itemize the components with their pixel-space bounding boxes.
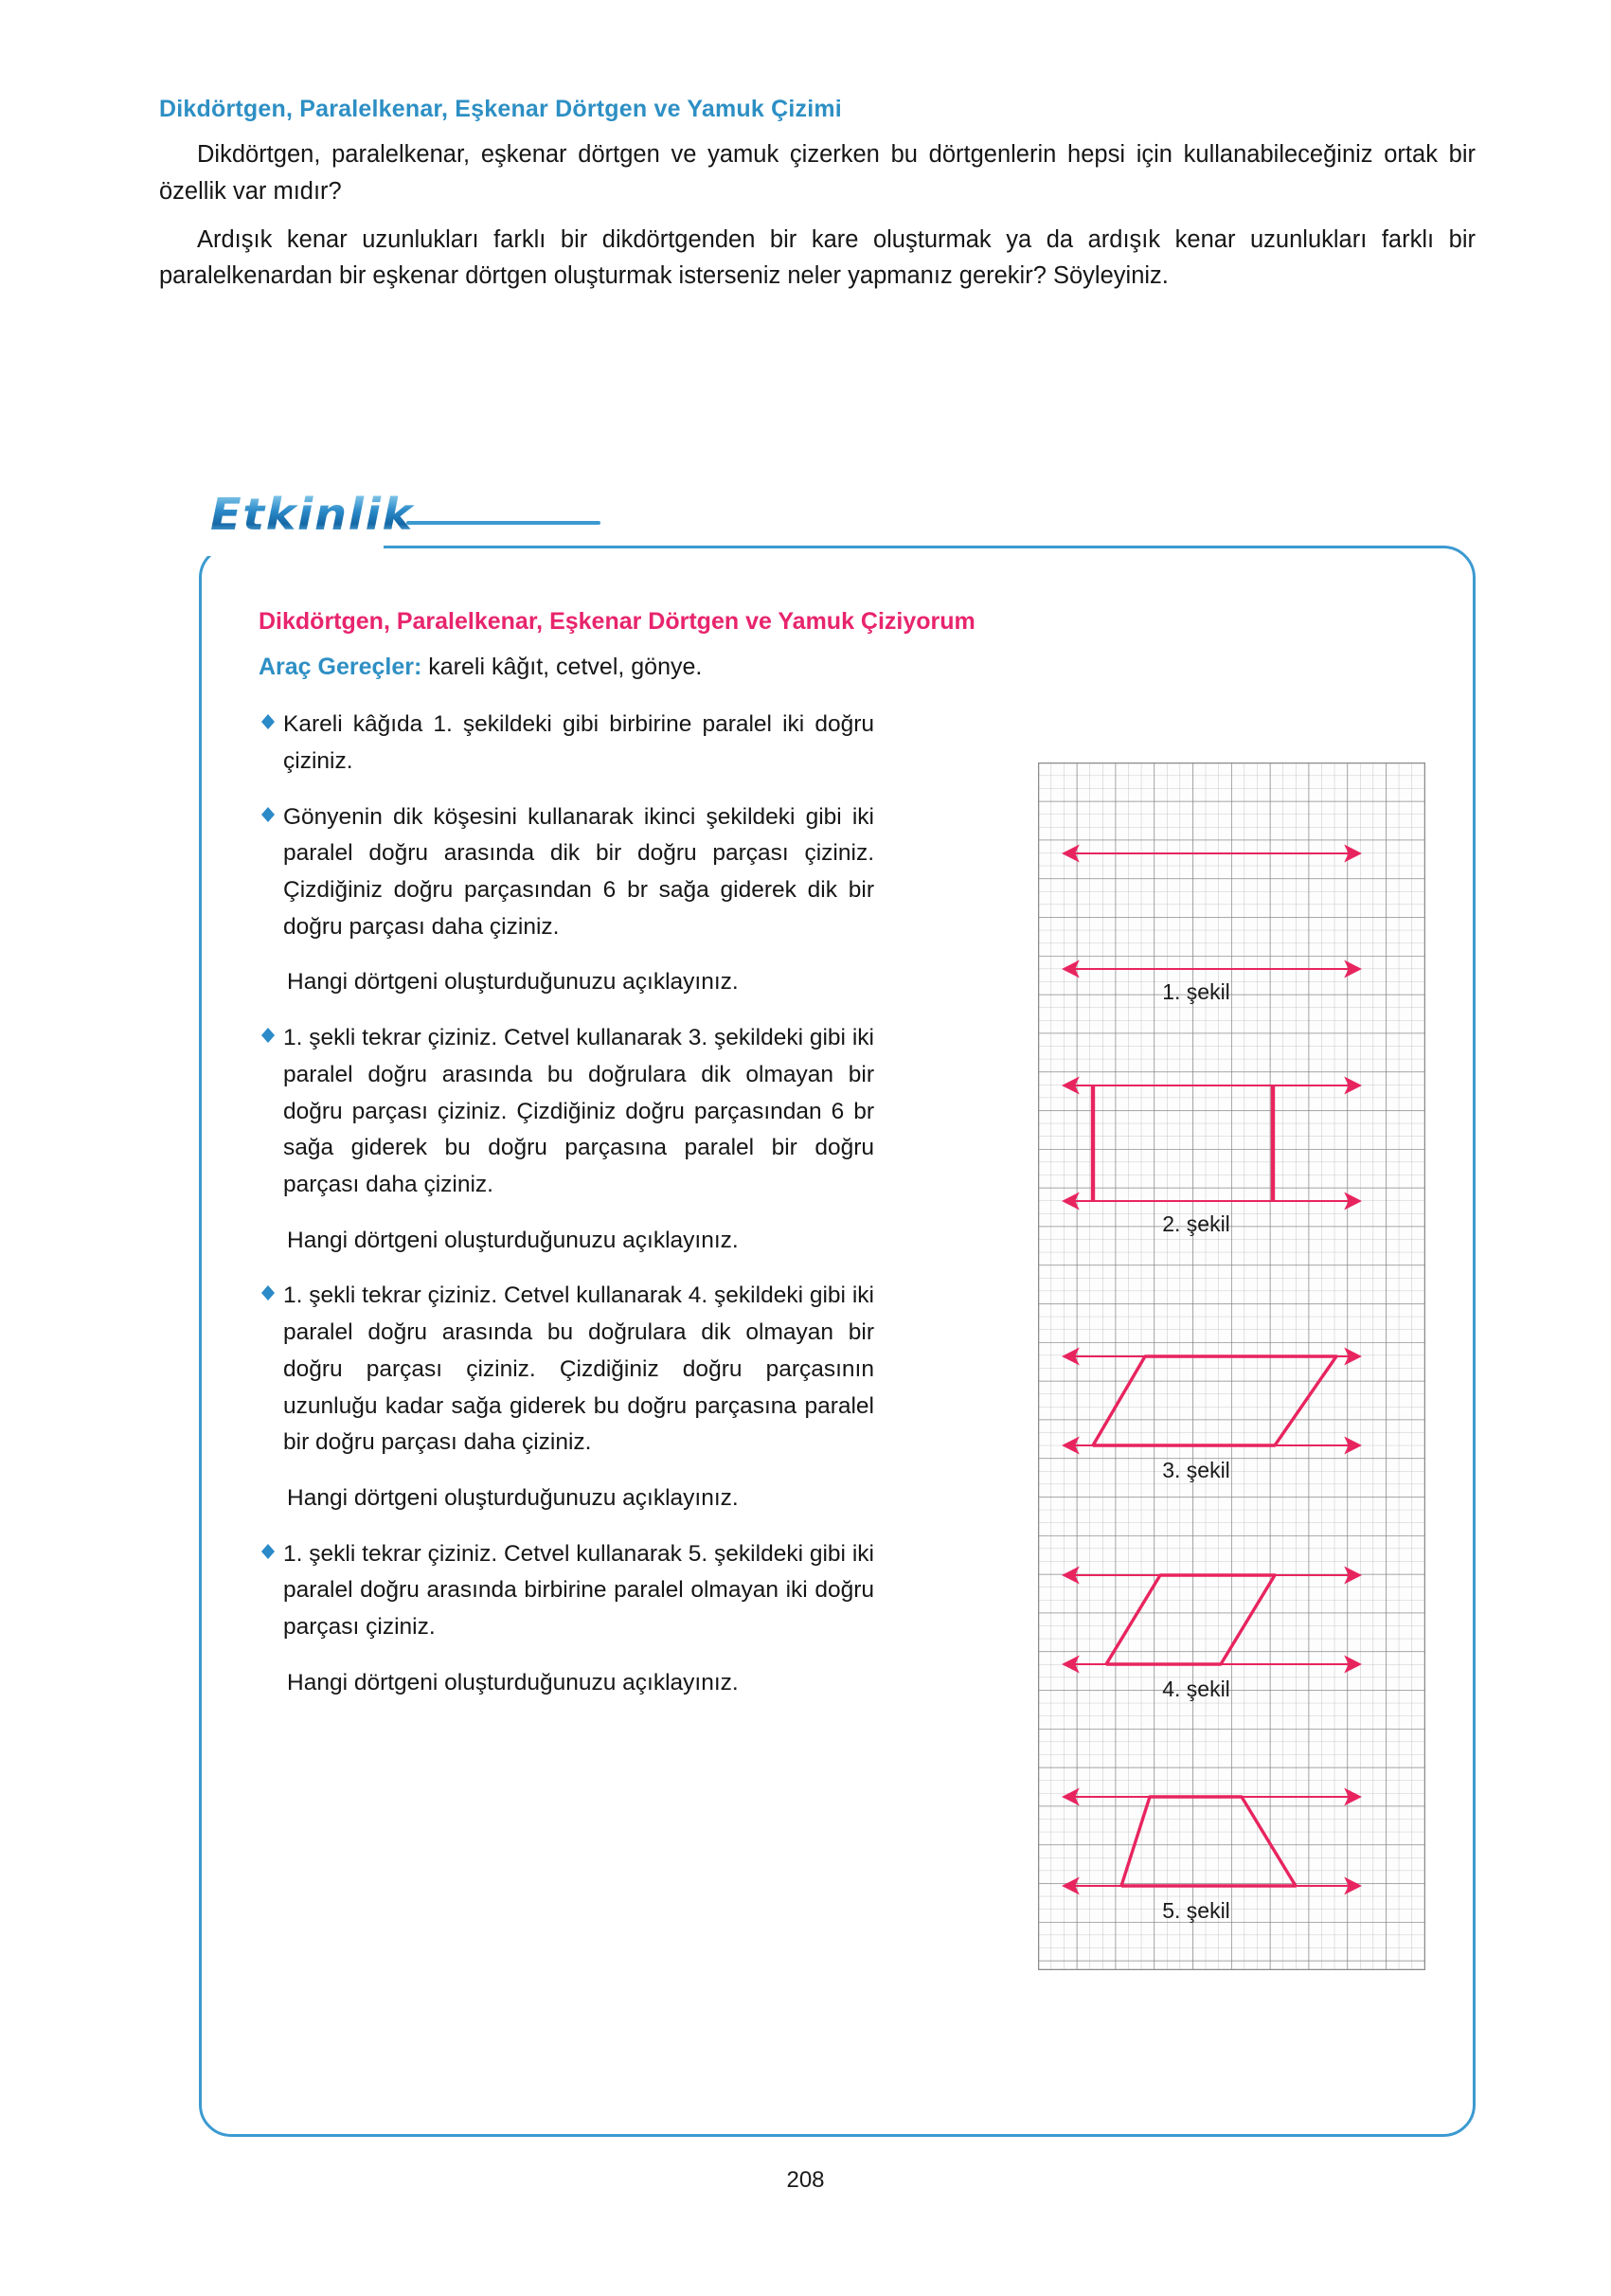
figures-svg <box>1038 762 1425 1970</box>
instructions-column <box>259 707 874 1701</box>
question-prompt: Hangi dörtgeni oluşturduğunuzu açıklayınız. <box>287 1484 739 1511</box>
grid-major-lines <box>1038 762 1425 1970</box>
list-item <box>259 707 874 780</box>
diamond-bullet-icon <box>259 1026 281 1045</box>
figure-5-caption: 5. şekil <box>1162 1898 1230 1923</box>
step-text: 1. şekli tekrar çiziniz. Cetvel kullanarak 4. şekildeki gibi iki paralel doğru arasında bu doğrulara dik olmayan bir doğru parçası çiziniz. Çizdiğiniz doğru parçasının uzunluğu kadar sağa giderek bu doğru parçasına paralel bir doğru parçası daha çiziniz. <box>283 1283 874 1456</box>
graph-paper-figures <box>1038 762 1425 1970</box>
intro-section <box>159 95 1476 295</box>
question-prompt: Hangi dörtgeni oluşturduğunuzu açıklayınız. <box>287 1227 739 1253</box>
step-text: Gönyenin dik köşesini kullanarak ikinci şekildeki gibi iki paralel doğru arasında dik bir doğru parçası çiziniz. Çizdiğiniz doğru parçasından 6 br sağa giderek dik bir doğru parçası daha çiziniz. <box>283 803 874 940</box>
diamond-bullet-icon <box>259 1542 281 1561</box>
page-number: 208 <box>786 2167 825 2193</box>
figure-3-caption: 3. şekil <box>1162 1458 1230 1482</box>
box-notch <box>206 543 384 556</box>
question-prompt: Hangi dörtgeni oluşturduğunuzu açıklayınız. <box>287 969 739 996</box>
etkinlik-logo: Etkinlik <box>210 493 418 536</box>
diamond-bullet-icon <box>259 712 281 731</box>
figure-1-caption: 1. şekil <box>1162 979 1230 1004</box>
step-text: 1. şekli tekrar çiziniz. Cetvel kullanarak 3. şekildeki gibi iki paralel doğru arasında bu doğrulara dik olmayan bir doğru parçası çiziniz. Çizdiğiniz doğru parçasından 6 br sağa giderek bu doğru parçasına paralel bir doğru parçası daha çiziniz. <box>283 1025 874 1197</box>
step-text: 1. şekli tekrar çiziniz. Cetvel kullanarak 5. şekildeki gibi iki paralel doğru arasında birbirine paralel olmayan iki doğru parçası çiziniz. <box>283 1540 874 1641</box>
figure-4-caption: 4. şekil <box>1162 1677 1230 1701</box>
list-item <box>259 1278 874 1462</box>
step-text: Kareli kâğıda 1. şekildeki gibi birbirine paralel iki doğru çiziniz. <box>283 711 874 774</box>
intro-paragraph-1: Dikdörtgen, paralelkenar, eşkenar dörtgen ve yamuk çizerken bu dörtgenlerin hepsi için kullanabileceğiniz ortak bir özellik var mıdır? <box>159 141 1476 205</box>
diamond-bullet-icon <box>259 1283 281 1302</box>
tools-value: kareli kâğıt, cetvel, gönye. <box>428 654 703 680</box>
list-item <box>259 1020 874 1204</box>
etkinlik-banner <box>210 489 1479 540</box>
figure-2-caption: 2. şekil <box>1162 1211 1230 1236</box>
activity-title: Dikdörtgen, Paralelkenar, Eşkenar Dörtgen ve Yamuk Çiziyorum <box>259 608 976 635</box>
diamond-bullet-icon <box>259 805 281 824</box>
tools-label: Araç Gereçler: <box>259 654 422 680</box>
etkinlik-rule-divider <box>406 521 600 525</box>
intro-paragraph-2: Ardışık kenar uzunlukları farklı bir dikdörtgenden bir kare oluşturmak ya da ardışık kenar uzunlukları farklı bir paralelkenardan bir eşkenar dörtgen oluşturmak isterseniz neler yapmanız gerekir? Söyleyiniz. <box>159 225 1476 290</box>
page-title: Dikdörtgen, Paralelkenar, Eşkenar Dörtgen ve Yamuk Çizimi <box>159 96 842 122</box>
question-prompt: Hangi dörtgeni oluşturduğunuzu açıklayınız. <box>287 1669 739 1695</box>
list-item <box>259 799 874 946</box>
tools-line <box>259 653 1448 682</box>
list-item <box>259 1536 874 1646</box>
